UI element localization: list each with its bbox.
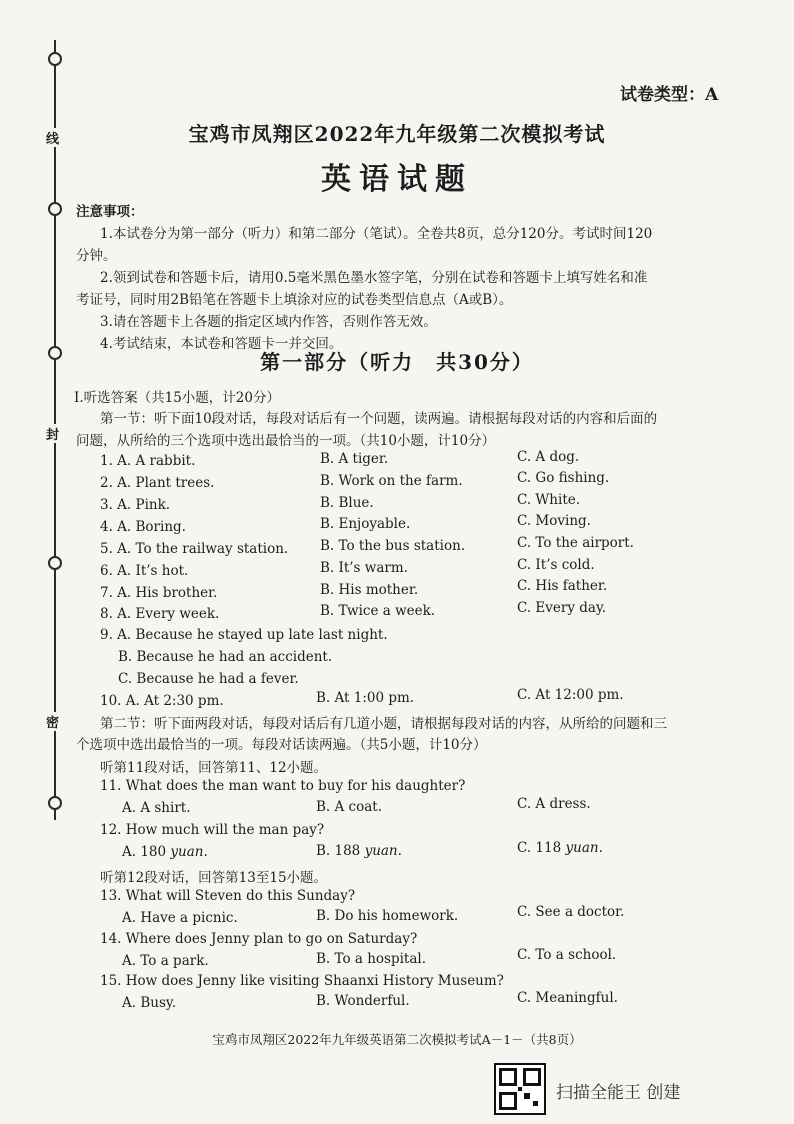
section-one-instruction: 第一节：听下面10段对话，每段对话后有一个问题，读两遍。请根据每段对话的内容和后面的: [100, 411, 658, 427]
exam-title: 宝鸡市凤翔区2022年九年级第二次模拟考试: [188, 122, 606, 146]
q9-option-c: C. Because he had a fever.: [118, 671, 299, 687]
part-one-heading: 第一部分（听力 共30分）: [260, 350, 534, 374]
margin-label-line: 线: [46, 128, 59, 147]
q11-option-a: A. A shirt.: [122, 800, 191, 816]
q4-option-a: 4. A. Boring.: [100, 519, 186, 535]
q2-option-b: B. Work on the farm.: [320, 473, 463, 489]
q15-option-b: B. Wonderful.: [316, 993, 410, 1009]
subject-title: 英语试题: [321, 162, 473, 197]
q8-option-c: C. Every day.: [517, 600, 607, 616]
q5-option-c: C. To the airport.: [517, 535, 634, 551]
q1-option-c: C. A dog.: [517, 449, 580, 465]
q15-stem: 15. How does Jenny like visiting Shaanxi History Museum?: [100, 973, 504, 989]
q6-option-a: 6. A. It’s hot.: [100, 563, 189, 579]
q6-option-b: B. It’s warm.: [320, 560, 408, 576]
q13-option-b: B. Do his homework.: [316, 908, 459, 924]
q7-option-c: C. His father.: [517, 578, 608, 594]
notice-line: 3.请在答题卡上各题的指定区域内作答，否则作答无效。: [100, 314, 437, 330]
notice-line: 2.领到试卷和答题卡后，请用0.5毫米黑色墨水签字笔，分别在试卷和答题卡上填写姓名和准: [100, 270, 648, 286]
q1-option-b: B. A tiger.: [320, 451, 389, 467]
q15-option-c: C. Meaningful.: [517, 990, 618, 1006]
page-footer: 宝鸡市凤翔区2022年九年级英语第二次模拟考试A－1－（共8页）: [212, 1032, 582, 1047]
margin-label-seal: 封: [46, 424, 59, 443]
qr-code-icon: [494, 1063, 546, 1115]
q6-option-c: C. It’s cold.: [517, 557, 595, 573]
dialogue-11-instruction: 听第11段对话，回答第11、12小题。: [100, 760, 328, 776]
q1-option-a: 1. A. A rabbit.: [100, 453, 196, 469]
binding-hole: [48, 796, 62, 810]
binding-hole: [48, 202, 62, 216]
section-two-instruction: 个选项中选出最恰当的一项。每段对话读两遍。（共5小题，计10分）: [76, 737, 487, 753]
q5-option-b: B. To the bus station.: [320, 538, 466, 554]
q3-option-b: B. Blue.: [320, 495, 374, 511]
q14-option-b: B. To a hospital.: [316, 951, 427, 967]
q10-option-a: 10. A. At 2:30 pm.: [100, 693, 224, 709]
notice-line: 考证号，同时用2B铅笔在答题卡上填涂对应的试卷类型信息点（A或B）。: [76, 292, 513, 308]
q11-option-b: B. A coat.: [316, 799, 382, 815]
q4-option-b: B. Enjoyable.: [320, 516, 411, 532]
notice-line: 4.考试结束，本试卷和答题卡一并交回。: [100, 336, 343, 352]
binding-hole: [48, 556, 62, 570]
q7-option-a: 7. A. His brother.: [100, 585, 218, 601]
q13-stem: 13. What will Steven do this Sunday?: [100, 888, 356, 904]
paper-type-label: 试卷类型：A: [620, 85, 719, 105]
q9-option-a: 9. A. Because he stayed up late last night.: [100, 627, 388, 643]
q2-option-a: 2. A. Plant trees.: [100, 475, 215, 491]
q9-option-b: B. Because he had an accident.: [118, 649, 333, 665]
notice-heading: 注意事项：: [76, 204, 144, 220]
q12-option-c: C. 118 yuan.: [517, 840, 603, 856]
q2-option-c: C. Go fishing.: [517, 470, 610, 486]
q14-option-a: A. To a park.: [122, 953, 209, 969]
q4-option-c: C. Moving.: [517, 513, 591, 529]
q8-option-b: B. Twice a week.: [320, 603, 436, 619]
q14-option-c: C. To a school.: [517, 947, 617, 963]
section-two-instruction: 第二节：听下面两段对话，每段对话后有几道小题，请根据每段对话的内容，从所给的问题和三: [100, 716, 667, 732]
margin-label-secret: 密: [46, 712, 59, 731]
q10-option-c: C. At 12:00 pm.: [517, 687, 624, 703]
notice-line: 分钟。: [76, 248, 117, 264]
q3-option-a: 3. A. Pink.: [100, 497, 171, 513]
q7-option-b: B. His mother.: [320, 582, 419, 598]
q12-stem: 12. How much will the man pay?: [100, 822, 325, 838]
binding-hole: [48, 52, 62, 66]
notice-line: 1.本试卷分为第一部分（听力）和第二部分（笔试）。全卷共8页，总分120分。考试时间120: [100, 226, 653, 242]
q3-option-c: C. White.: [517, 492, 581, 508]
q8-option-a: 8. A. Every week.: [100, 606, 220, 622]
scanner-watermark: 扫描全能王 创建: [556, 1083, 681, 1103]
q11-option-c: C. A dress.: [517, 796, 591, 812]
q10-option-b: B. At 1:00 pm.: [316, 690, 415, 706]
q14-stem: 14. Where does Jenny plan to go on Saturday?: [100, 931, 418, 947]
q12-option-b: B. 188 yuan.: [316, 843, 402, 859]
q15-option-a: A. Busy.: [122, 995, 176, 1011]
dialogue-12-instruction: 听第12段对话，回答第13至15小题。: [100, 870, 328, 886]
section-one-instruction: 问题，从所给的三个选项中选出最恰当的一项。（共10小题，计10分）: [76, 433, 496, 449]
q13-option-a: A. Have a picnic.: [122, 910, 238, 926]
q11-stem: 11. What does the man want to buy for his daughter?: [100, 778, 466, 794]
q5-option-a: 5. A. To the railway station.: [100, 541, 289, 557]
q13-option-c: C. See a doctor.: [517, 904, 625, 920]
section-one-heading: Ⅰ.听选答案（共15小题，计20分）: [74, 390, 280, 406]
q12-option-a: A. 180 yuan.: [122, 844, 208, 860]
